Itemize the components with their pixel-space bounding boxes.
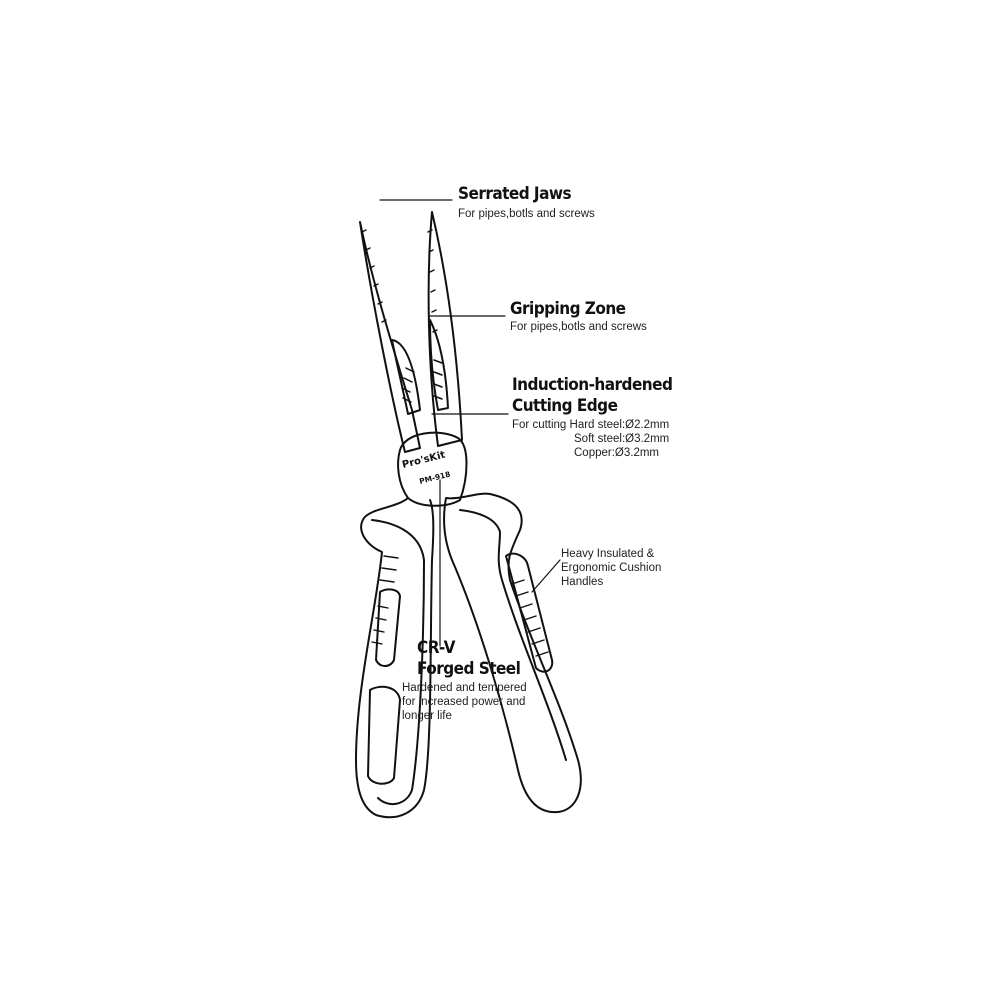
handles-label-line2: Ergonomic Cushion	[561, 562, 662, 574]
cutting-edge-title-line2: Cutting Edge	[512, 396, 618, 416]
handles-label-line1: Heavy Insulated &	[561, 548, 655, 560]
gripping-cavity	[392, 340, 420, 414]
cutting-edge-spec-hard-steel: For cutting Hard steel:Ø2.2mm	[512, 419, 670, 431]
model-number: PM-918	[418, 469, 452, 486]
cutting-edge-spec-copper: Copper:Ø3.2mm	[574, 447, 660, 459]
crv-steel-desc-line1: Hardened and tempered	[402, 682, 527, 694]
cutting-edge-title-line1: Induction-hardened	[512, 375, 673, 395]
serrated-jaws-description: For pipes,botls and screws	[458, 208, 595, 220]
crv-steel-title-line1: CR-V	[417, 638, 455, 658]
left-handle-slot	[376, 589, 400, 666]
gripping-zone-description: For pipes,botls and screws	[510, 321, 647, 333]
crv-steel-desc-line3: longer life	[402, 710, 452, 722]
brand-logo: Pro'sKit	[401, 449, 447, 471]
right-handle	[444, 494, 581, 812]
left-jaw	[360, 222, 420, 452]
handles-leader	[532, 560, 560, 592]
handles-label-line3: Handles	[561, 576, 604, 588]
crv-steel-title-line2: Forged Steel	[417, 659, 521, 679]
gripping-zone-title: Gripping Zone	[510, 299, 626, 319]
cutting-edge-spec-soft-steel: Soft steel:Ø3.2mm	[574, 433, 670, 445]
serrated-jaws-title: Serrated Jaws	[458, 184, 572, 204]
crv-steel-desc-line2: for increased power and	[402, 696, 526, 708]
left-handle-slot-lower	[368, 687, 400, 784]
